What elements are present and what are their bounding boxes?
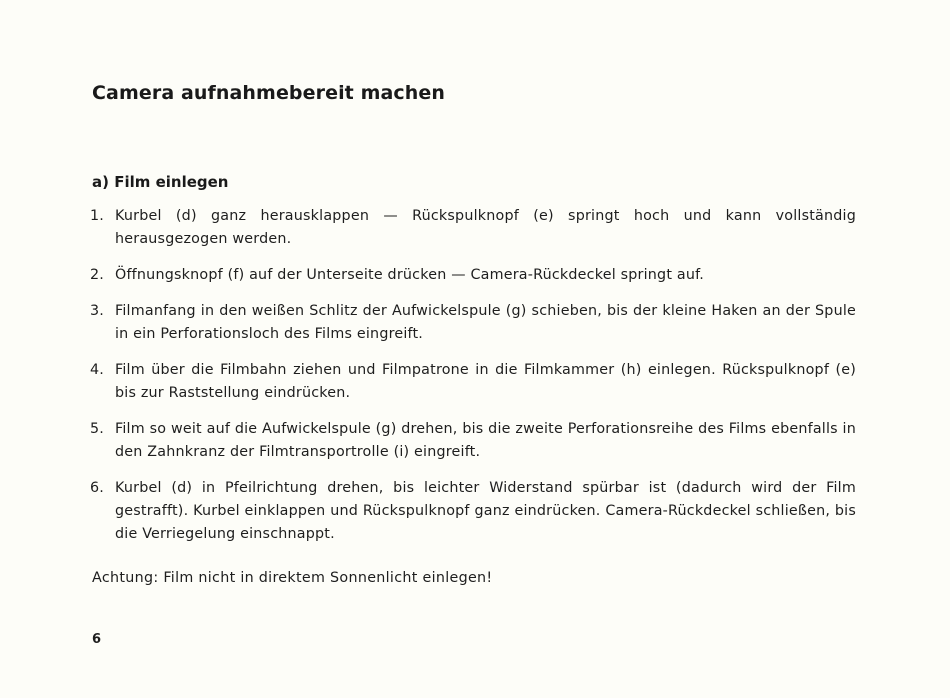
step-number: 3. [90, 303, 105, 319]
step-number: 4. [90, 362, 105, 378]
step-text: Film über die Filmbahn ziehen und Filmpatrone in die Filmkammer (h) einlegen. Rückspulknopf (e) bis zur Raststellung eindrücken. [115, 362, 856, 401]
instruction-list [90, 205, 856, 559]
instruction-step [90, 205, 856, 251]
step-text: Kurbel (d) ganz herausklappen — Rückspulknopf (e) springt hoch und kann vollständig herausgezogen werden. [115, 208, 856, 247]
step-number: 5. [90, 421, 105, 437]
step-text: Filmanfang in den weißen Schlitz der Aufwickelspule (g) schieben, bis der kleine Haken an der Spule in ein Perforationsloch des Films eingreift. [115, 303, 856, 342]
step-number: 1. [90, 208, 105, 224]
instruction-step [90, 418, 856, 464]
section-heading: a) Film einlegen [92, 173, 229, 191]
step-text: Kurbel (d) in Pfeilrichtung drehen, bis leichter Widerstand spürbar ist (dadurch wird der Film gestrafft). Kurbel einklappen und Rückspulknopf ganz eindrücken. Camera-Rückdeckel schließen, bis die Verriegelung einschnappt. [115, 480, 856, 542]
instruction-step [90, 300, 856, 346]
warning-notice: Achtung: Film nicht in direktem Sonnenlicht einlegen! [92, 570, 493, 586]
step-number: 2. [90, 267, 105, 283]
instruction-step [90, 359, 856, 405]
step-text: Film so weit auf die Aufwickelspule (g) drehen, bis die zweite Perforationsreihe des Films ebenfalls in den Zahnkranz der Filmtransportrolle (i) eingreift. [115, 421, 856, 460]
instruction-step [90, 264, 856, 287]
page-title: Camera aufnahmebereit machen [92, 82, 446, 104]
step-number: 6. [90, 480, 105, 496]
step-text: Öffnungsknopf (f) auf der Unterseite drücken — Camera-Rückdeckel springt auf. [115, 267, 705, 283]
page-number: 6 [92, 632, 102, 647]
instruction-step [90, 477, 856, 546]
